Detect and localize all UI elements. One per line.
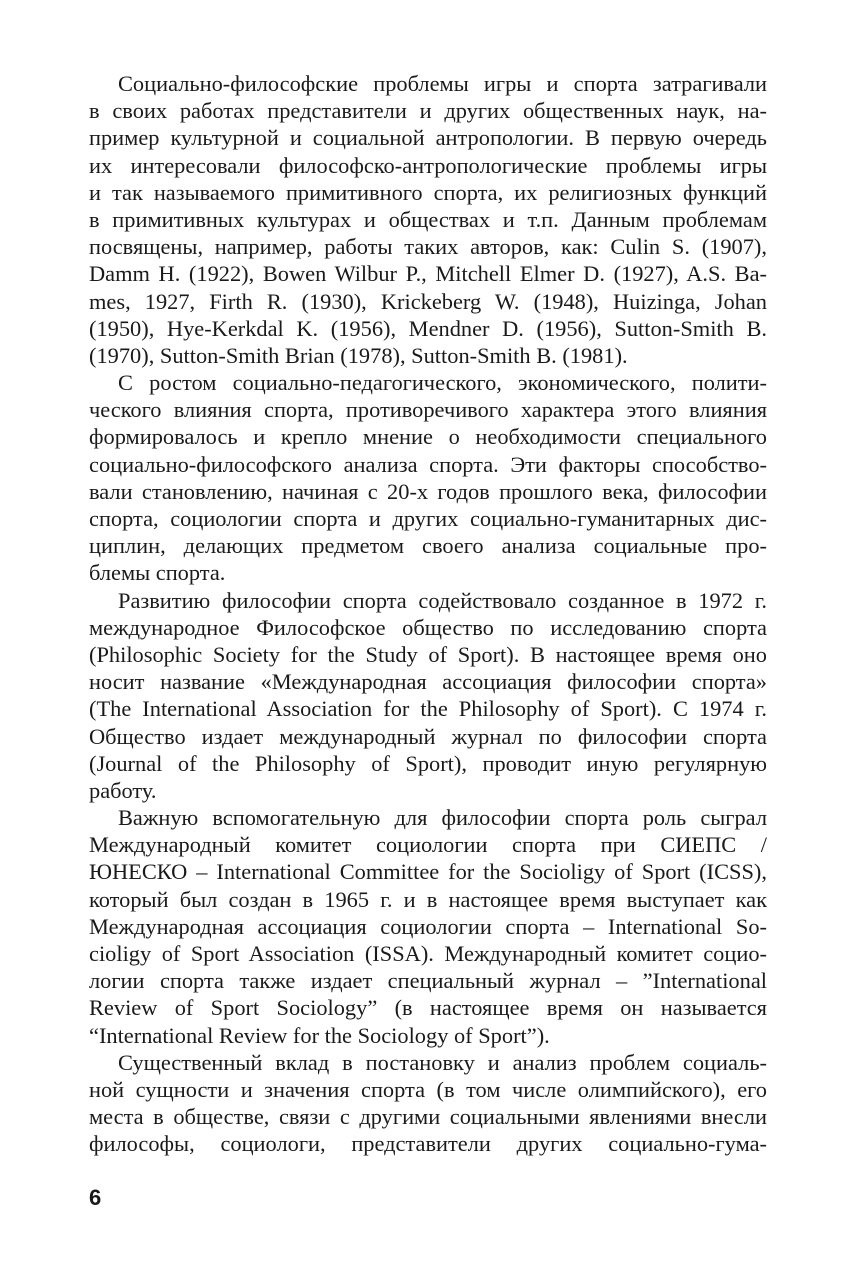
text-line: (Philosophic Society for the Study of Sport). В настоящее время оно xyxy=(89,641,767,667)
text-line: Damm H. (1922), Bowen Wilbur P., Mitchell Elmer D. (1927), A.S. Ba- xyxy=(89,261,767,287)
text-line: посвящены, например, работы таких авторов, как: Culin S. (1907), xyxy=(89,234,767,260)
text-line: (The International Association for the Philosophy of Sport). С 1974 г. xyxy=(89,696,767,722)
text-line: в своих работах представители и других общественных наук, на- xyxy=(89,98,767,124)
text-line: (1950), Hye-Kerkdal K. (1956), Mendner D. (1956), Sutton-Smith B. xyxy=(89,315,767,341)
text-line: пример культурной и социальной антропологии. В первую очередь xyxy=(89,125,767,151)
text-line: Международный комитет социологии спорта при СИЕПС / xyxy=(89,832,767,858)
paragraph-4 xyxy=(89,804,767,1049)
text-line: “International Review for the Sociology of Sport”). xyxy=(89,1022,550,1048)
text-line: спорта, социологии спорта и других социально-гуманитарных дис- xyxy=(89,506,767,531)
text-line: (1970), Sutton-Smith Brian (1978), Sutton-Smith B. (1981). xyxy=(89,342,628,368)
text-line: (Journal of the Philosophy of Sport), проводит иную регулярную xyxy=(89,750,767,776)
text-line: блемы спорта. xyxy=(89,560,226,586)
text-line: социально-философского анализа спорта. Эти факторы способство- xyxy=(89,451,767,477)
text-line: Общество издает международный журнал по философии спорта xyxy=(89,723,767,749)
text-line: Существенный вклад в постановку и анализ проблем социаль- xyxy=(118,1049,767,1075)
text-line: формировалось и крепло мнение о необходимости специального xyxy=(89,424,767,450)
text-line: циплин, делающих предметом своего анализа социальные про- xyxy=(89,533,767,559)
text-line: Социально-философские проблемы игры и спорта затрагивали xyxy=(118,71,767,96)
paragraph-3 xyxy=(89,587,767,805)
text-line: носит название «Международная ассоциация философии спорта» xyxy=(89,669,767,695)
text-line: который был создан в 1965 г. и в настоящее время выступает как xyxy=(89,886,767,912)
text-line: Международная ассоциация социологии спорта – International So- xyxy=(89,913,767,939)
page-text xyxy=(89,70,767,1158)
page-number: 6 xyxy=(89,1185,102,1210)
text-line: С ростом социально-педагогического, экономического, полити- xyxy=(118,370,767,396)
paragraph-1 xyxy=(89,70,767,369)
text-line: работу. xyxy=(89,777,157,803)
text-line: Развитию философии спорта содействовало созданное в 1972 г. xyxy=(118,587,767,613)
text-line: Важную вспомогательную для философии спорта роль сыграл xyxy=(118,805,767,831)
text-line: международное Философское общество по исследованию спорта xyxy=(89,614,767,640)
text-line: места в обществе, связи с другими социальными явлениями внесли xyxy=(89,1104,767,1130)
text-line: ной сущности и значения спорта (в том числе олимпийского), его xyxy=(89,1076,767,1102)
text-line: ЮНЕСКО – International Committee for the Socioligy of Sport (ICSS), xyxy=(89,859,767,885)
text-line: вали становлению, начиная с 20-х годов прошлого века, философии xyxy=(89,478,767,504)
text-line: cioligy of Sport Association (ISSA). Международный комитет социо- xyxy=(89,941,767,966)
text-line: Review of Sport Sociology” (в настоящее время он называется xyxy=(89,995,767,1021)
text-line: философы, социологи, представители других социально-гума- xyxy=(89,1131,767,1157)
text-line: mes, 1927, Firth R. (1930), Krickeberg W. (1948), Huizinga, Johan xyxy=(89,288,767,314)
text-line: логии спорта также издает специальный журнал – ”International xyxy=(89,968,767,994)
paragraph-5 xyxy=(89,1049,767,1158)
text-line: ческого влияния спорта, противоречивого характера этого влияния xyxy=(89,397,767,423)
text-line: в примитивных культурах и обществах и т.п. Данным проблемам xyxy=(89,206,767,232)
text-line: и так называемого примитивного спорта, их религиозных функций xyxy=(89,179,767,205)
paragraph-2 xyxy=(89,369,767,587)
text-line: их интересовали философско-антропологические проблемы игры xyxy=(89,152,767,178)
